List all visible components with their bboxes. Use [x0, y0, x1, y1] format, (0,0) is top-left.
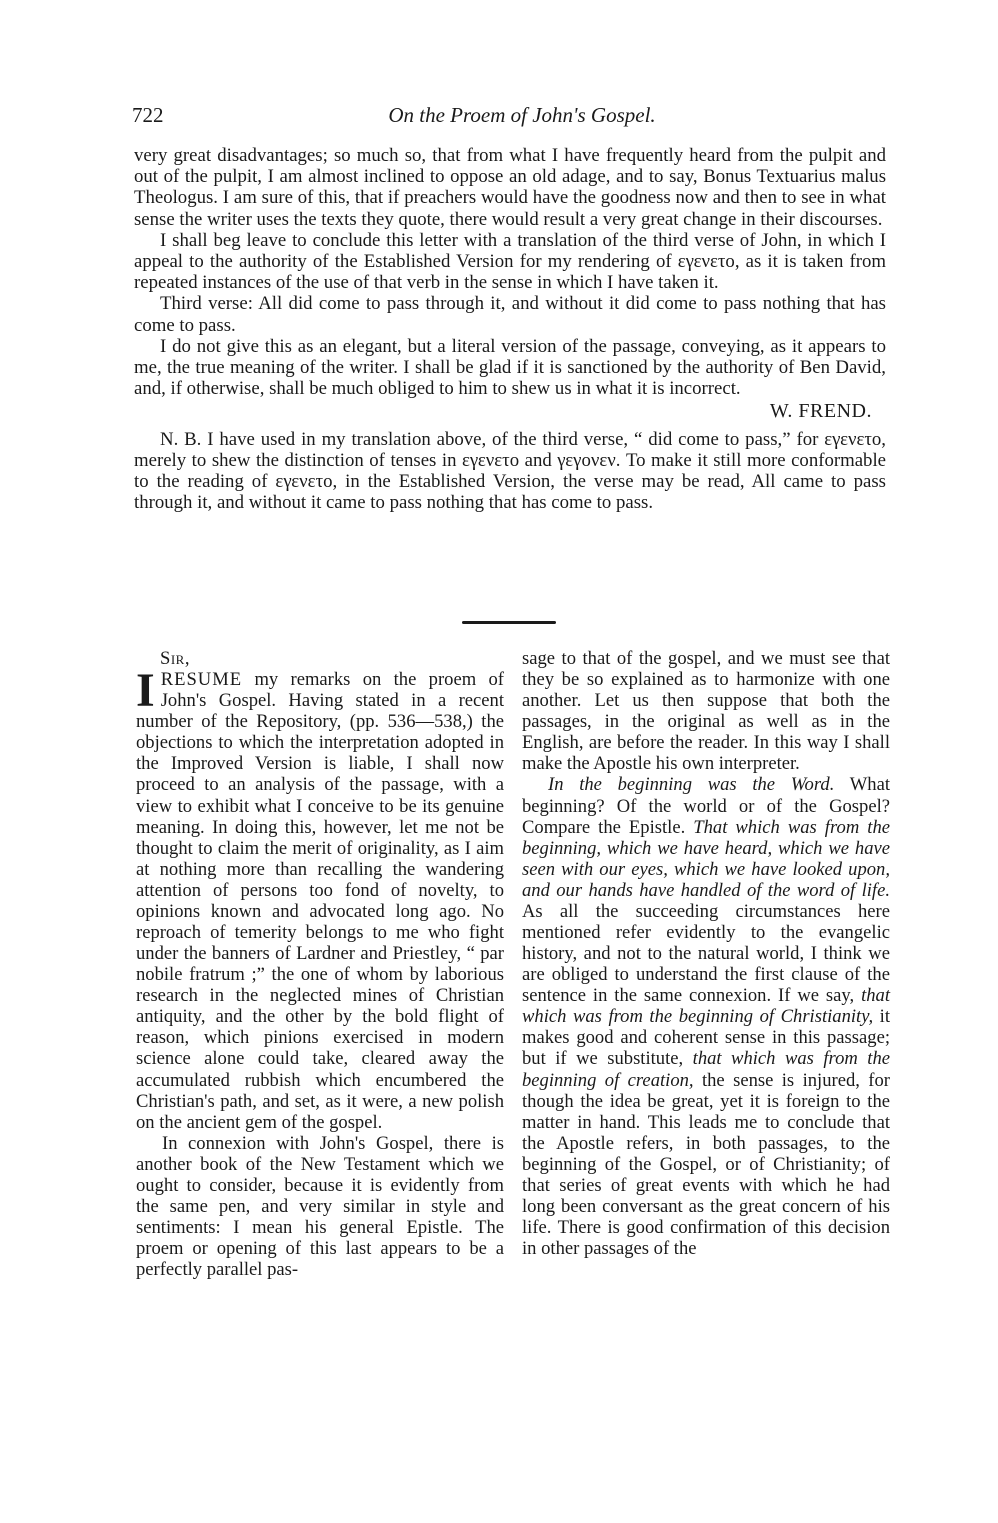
- text-run: it makes good and coherent sense in this passage; but if we substitute,: [522, 1006, 890, 1070]
- scripture-quote: In the beginning was the Word.: [548, 774, 835, 796]
- scripture-quote: that which was from the beginning of creation,: [522, 1048, 890, 1091]
- nota-bene: N. B. I have used in my translation above, of the third verse, “ did come to pass,” for εγενετο, merely to shew the distinction of tenses in εγενετο and γεγονεν. To make it still more conformable to the reading of εγενετο, in the Established Version, the verse may be read, All came to pass through it, and without it came to pass nothing that has come to pass.: [134, 428, 886, 514]
- opening-paragraph: [136, 664, 504, 1133]
- letter-paragraph: I shall beg leave to conclude this letter with a translation of the third verse of John, in which I appeal to the authority of the Established Version for my rendering of εγενετο, as it is taken from repeated instances of the use of that verb in the sense in which I have taken it.: [134, 229, 886, 294]
- left-column: [136, 648, 504, 1280]
- paragraph: [522, 774, 890, 1259]
- page-number: 722: [132, 103, 164, 127]
- scripture-quote: That which was from the beginning, which we have heard, which we have seen with our eyes, which we have looked upon, and our hands have handled of the word of life.: [522, 816, 890, 901]
- signature: W. FREND.: [769, 400, 872, 423]
- letter-paragraph: Third verse: All did come to pass through it, and without it did come to pass nothing that has come to pass.: [134, 293, 886, 336]
- text-run: What beginning? Of the world or of the Gospel? Compare the Epistle.: [522, 774, 890, 838]
- right-column: [522, 648, 890, 1259]
- salutation: Sir,: [160, 648, 190, 669]
- paragraph: sage to that of the gospel, and we must see that they be so explained as to harmonize with one another. Let us then suppose that both the passages, in the original as well as in the English, are before the reader. In this way I shall make the Apostle his own interpreter.: [522, 648, 890, 775]
- scripture-quote: that which was from the beginning of Christianity,: [522, 985, 890, 1028]
- running-title: On the Proem of John's Gospel.: [388, 103, 656, 127]
- text-run: the sense is injured, for though the idea be great, yet it is foreign to the matter in hand. This leads me to conclude that the Apostle refers, in both passages, to the beginning of the Gospel, or of Christianity; of that series of great events with which he had long been conversant as the great concern of his life. There is good confirmation of this decision in other passages of the: [522, 1069, 890, 1260]
- paragraph: In connexion with John's Gospel, there is another book of the New Testament which we ought to consider, because it is evidently from the same pen, and very similar in style and sentiments: I mean his general Epistle. The proem or opening of this last appears to be a perfectly parallel pas-: [136, 1132, 504, 1281]
- opening-text: my remarks on the proem of John's Gospel. Having stated in a recent number of the Repository, (pp. 536—538,) the objections to which the interpretation adopted in the Improved Version is liable, I shall now proceed to an analysis of the passage, with a view to exhibit what I conceive to be its genuine meaning. In doing this, however, let me not be thought to claim the merit of originality, as I aim at nothing more than recalling the wandering attention of persons too fond of novelty, to opinions known and advocated long ago. No reproach of temerity belongs to me who fight under the banners of Lardner and Priestley, “ par nobile fratrum ;” the one of whom by laborious research in the neglected mines of Christian antiquity, and the other by the bold flight of reason, which pinions exercised in modern science alone could take, cleared away the accumulated rubbish which encumbered the Christian's path, and set, as it were, a new polish on the ancient gem of the gospel.: [136, 669, 504, 1133]
- letter-conclusion: [134, 145, 886, 513]
- letter-paragraph: very great disadvantages; so much so, that from what I have frequently heard from the pulpit and out of the pulpit, I am almost inclined to oppose an old adage, and to say, Bonus Textuarius malus Theologus. I am sure of this, that if preachers would have the goodness now and then to see in what sense the writer uses the texts they quote, there would result a very great change in their discourses.: [134, 145, 886, 230]
- text-run: As all the succeeding circumstances here mentioned refer evidently to the evangelic history, and not to the natural world, I think we are obliged to understand the first clause of the sentence in the same connexion. If we say,: [522, 900, 890, 1007]
- letter-paragraph: I do not give this as an elegant, but a literal version of the passage, conveying, as it appears to me, the true meaning of the writer. I shall be glad if it is sanctioned by the authority of Ben David, and, if otherwise, shall be much obliged to him to shew us in what it is incorrect.: [134, 335, 886, 400]
- page-header: [132, 103, 892, 135]
- section-divider: [462, 621, 556, 624]
- drop-cap: I: [136, 664, 155, 718]
- first-word: RESUME: [160, 669, 243, 691]
